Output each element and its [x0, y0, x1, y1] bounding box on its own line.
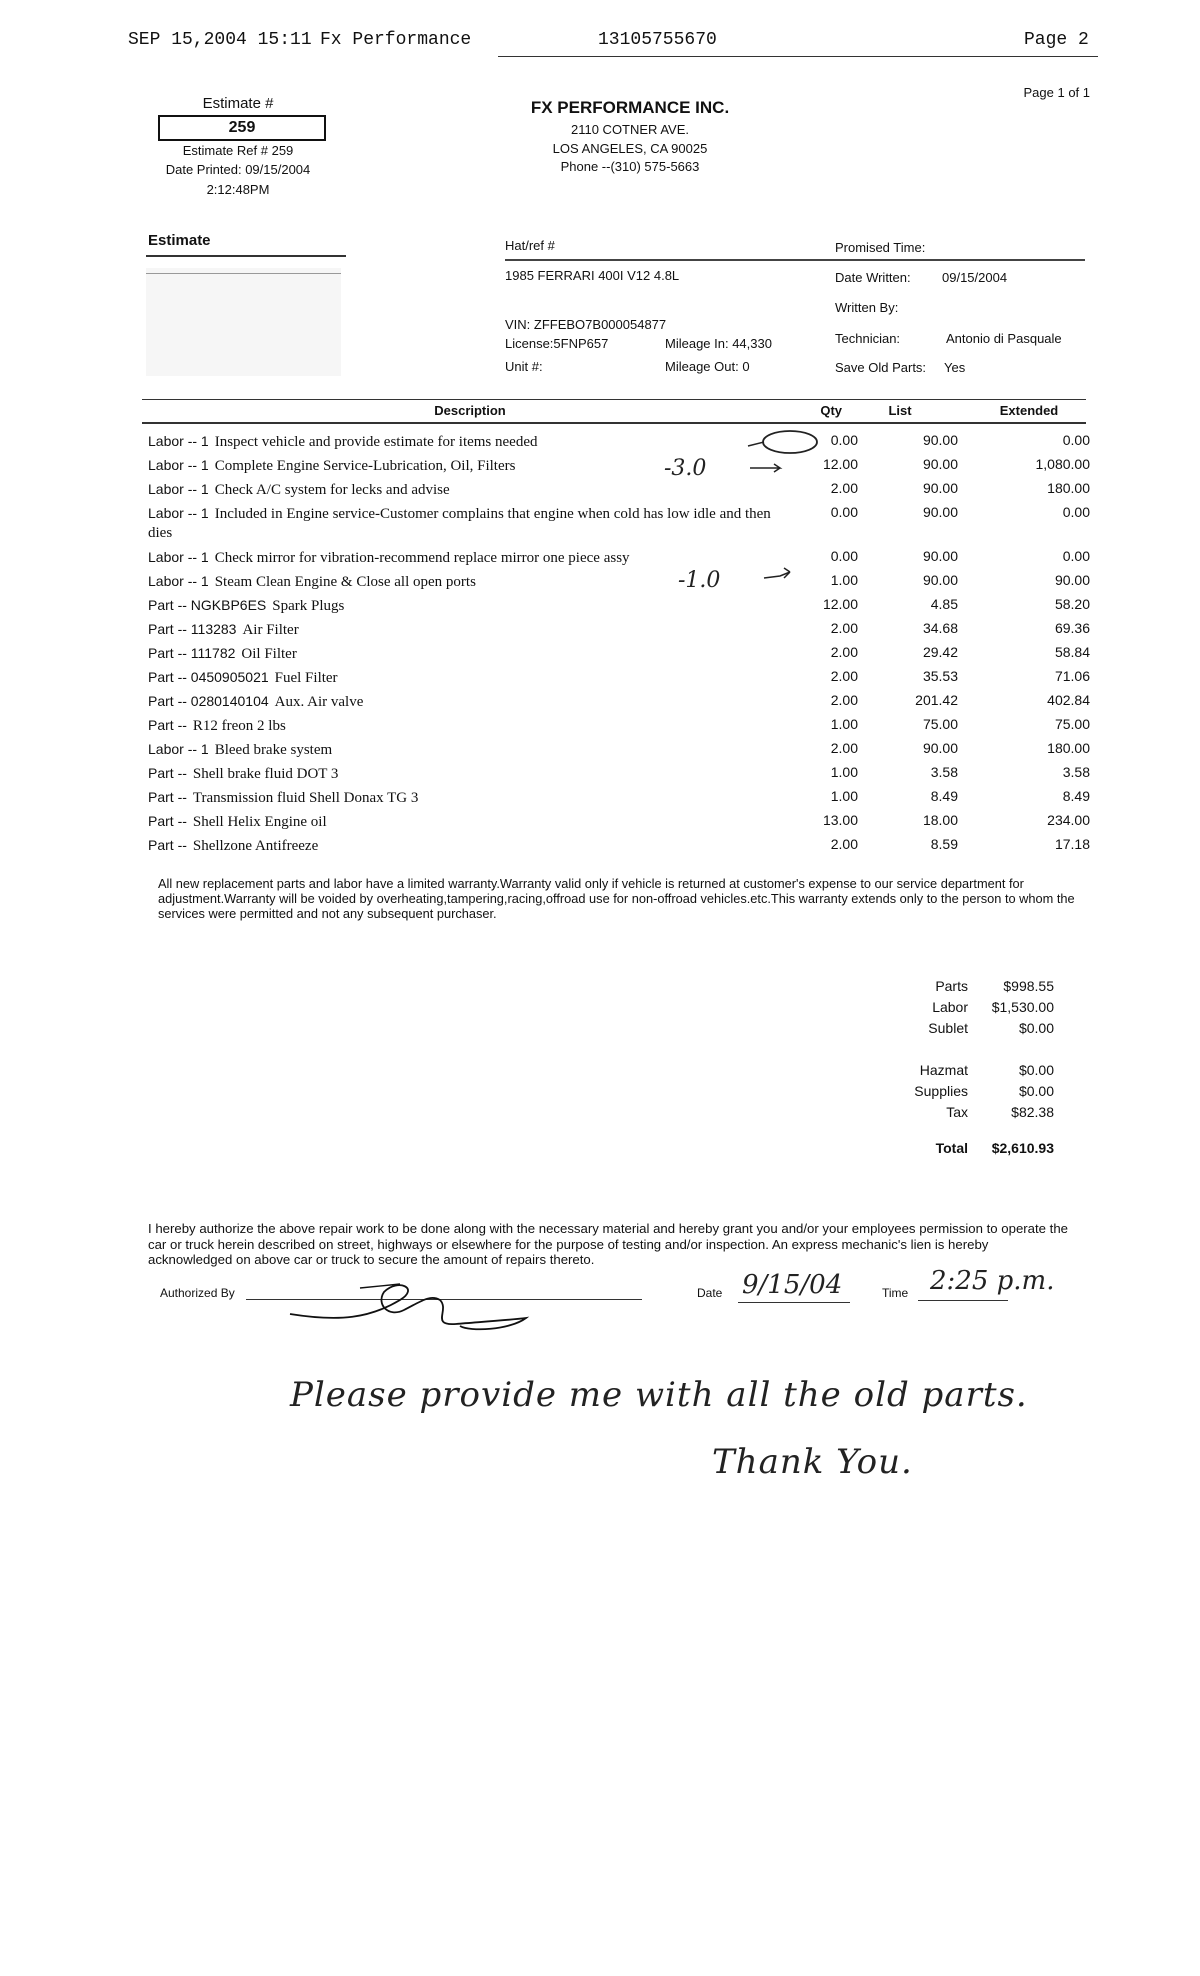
row-list: 8.49: [930, 788, 958, 804]
estimate-ref: Estimate Ref # 259: [182, 143, 294, 158]
table-row: [148, 644, 1088, 668]
row-type: Part --: [148, 813, 187, 829]
row-text: Shellzone Antifreeze: [192, 838, 319, 854]
page-of: Page 1 of 1: [1023, 85, 1090, 100]
sublet-value: $0.00: [1018, 1020, 1054, 1036]
row-qty: 13.00: [822, 812, 858, 828]
redaction-edge: [146, 273, 341, 274]
time-line: [918, 1300, 1008, 1301]
date-printed: Date Printed: 09/15/2004: [165, 162, 311, 177]
row-extended: 0.00: [1062, 548, 1090, 564]
row-qty: 1.00: [830, 572, 858, 588]
col-description: Description: [434, 403, 506, 418]
promised-time-label: Promised Time:: [835, 240, 926, 255]
row-list: 201.42: [915, 692, 958, 708]
row-extended: 402.84: [1047, 692, 1090, 708]
row-extended: 69.36: [1054, 620, 1090, 636]
row-extended: 17.18: [1054, 836, 1090, 852]
row-extended: 58.84: [1054, 644, 1090, 660]
date-handwritten: 9/15/04: [742, 1270, 843, 1300]
vin: VIN: ZFFEBO7B000054877: [505, 317, 667, 332]
row-description: [148, 716, 788, 736]
sublet-label: Sublet: [928, 1020, 968, 1036]
row-description: [148, 504, 788, 543]
row-list: 34.68: [922, 620, 958, 636]
row-qty: 2.00: [830, 644, 858, 660]
signature-icon: [280, 1270, 560, 1340]
row-type: Part -- 0280140104: [148, 693, 269, 709]
labor-label: Labor: [932, 999, 968, 1015]
total-label: Total: [935, 1140, 968, 1156]
labor-value: $1,530.00: [991, 999, 1054, 1015]
row-qty: 12.00: [822, 456, 858, 472]
row-extended: 58.20: [1054, 596, 1090, 612]
row-qty: 0.00: [830, 432, 858, 448]
row-type: Labor -- 1: [148, 741, 209, 757]
row-extended: 1,080.00: [1035, 456, 1090, 472]
row-text: Check mirror for vibration-recommend replace mirror one piece assy: [214, 550, 630, 566]
table-row: [148, 788, 1088, 812]
row-extended: 3.58: [1062, 764, 1090, 780]
company-address-2: LOS ANGELES, CA 90025: [552, 141, 708, 156]
table-row: [148, 432, 1088, 456]
row-text: Aux. Air valve: [274, 694, 364, 710]
row-extended: 180.00: [1047, 740, 1090, 756]
row-type: Part --: [148, 837, 187, 853]
row-qty: 2.00: [830, 740, 858, 756]
supplies-label: Supplies: [914, 1083, 968, 1099]
col-qty: Qty: [820, 403, 842, 418]
technician-label: Technician:: [835, 331, 901, 346]
table-row: [148, 692, 1088, 716]
row-type: Labor -- 1: [148, 573, 209, 589]
table-row: [148, 548, 1088, 572]
row-description: [148, 740, 788, 760]
estimate-number: 259: [158, 115, 326, 141]
row-list: 90.00: [922, 432, 958, 448]
row-description: [148, 812, 788, 832]
table-row: [148, 740, 1088, 764]
row-description: [148, 668, 788, 688]
mileage-in: Mileage In: 44,330: [665, 336, 772, 351]
section-title: Estimate: [148, 232, 211, 249]
row-qty: 2.00: [830, 836, 858, 852]
vehicle-top-rule: [505, 259, 1085, 261]
hazmat-label: Hazmat: [919, 1062, 968, 1078]
row-text: Steam Clean Engine & Close all open ports: [214, 574, 476, 590]
row-type: Labor -- 1: [148, 505, 209, 521]
fax-underline: [498, 56, 1098, 57]
estimate-label: Estimate #: [202, 95, 274, 112]
total-value: $2,610.93: [991, 1140, 1054, 1156]
row-type: Labor -- 1: [148, 433, 209, 449]
table-row: [148, 456, 1088, 480]
authorization-text: I hereby authorize the above repair work to be done along with the necessary material and hereby grant you and/or your employees permission to operate the car or truck herein described on street, highways or elsewhere for the purpose of testing and/or inspection. An express mechanic's lien is hereby acknowledged on above car or truck to secure the amount of repairs thereto.: [148, 1221, 1069, 1267]
table-row: [148, 836, 1088, 860]
time-handwritten: 2:25 p.m.: [930, 1266, 1055, 1296]
row-extended: 71.06: [1054, 668, 1090, 684]
row-qty: 12.00: [822, 596, 858, 612]
row-qty: 1.00: [830, 788, 858, 804]
row-qty: 2.00: [830, 620, 858, 636]
redacted-customer-block: [146, 268, 341, 376]
row-description: [148, 788, 788, 808]
row-list: 18.00: [922, 812, 958, 828]
row-qty: 0.00: [830, 504, 858, 520]
time-printed: 2:12:48PM: [206, 182, 270, 197]
save-old-parts-label: Save Old Parts:: [835, 360, 927, 375]
unit: Unit #:: [505, 359, 543, 374]
row-qty: 2.00: [830, 692, 858, 708]
row-list: 90.00: [922, 456, 958, 472]
table-top-rule: [142, 399, 1086, 400]
row-text: Spark Plugs: [272, 598, 345, 614]
supplies-value: $0.00: [1018, 1083, 1054, 1099]
row-text: Shell Helix Engine oil: [192, 814, 327, 830]
row-list: 3.58: [930, 764, 958, 780]
row-description: [148, 480, 788, 500]
table-row: [148, 572, 1088, 596]
handwritten-note-line-2: Thank You.: [712, 1442, 913, 1482]
row-list: 90.00: [922, 480, 958, 496]
vehicle-desc: 1985 FERRARI 400I V12 4.8L: [505, 268, 680, 283]
row-text: Included in Engine service-Customer complains that engine when cold has low idle and then dies: [148, 506, 771, 541]
row-type: Part -- 113283: [148, 621, 237, 637]
company-phone: Phone --(310) 575-5663: [560, 159, 700, 174]
table-row: [148, 716, 1088, 740]
tax-label: Tax: [946, 1104, 968, 1120]
authorized-by-label: Authorized By: [160, 1286, 235, 1300]
tax-value: $82.38: [1011, 1104, 1054, 1120]
parts-value: $998.55: [1003, 978, 1054, 994]
row-description: [148, 620, 788, 640]
row-qty: 2.00: [830, 480, 858, 496]
written-by-label: Written By:: [835, 300, 899, 315]
row-type: Part -- NGKBP6ES: [148, 597, 267, 613]
table-header-rule: [142, 422, 1086, 424]
row-list: 4.85: [930, 596, 958, 612]
annotation-minus-1: -1.0: [678, 568, 721, 593]
row-text: Oil Filter: [241, 646, 297, 662]
row-qty: 0.00: [830, 548, 858, 564]
row-list: 75.00: [922, 716, 958, 732]
row-extended: 180.00: [1047, 480, 1090, 496]
handwritten-note-line-1: Please provide me with all the old parts.: [290, 1375, 1028, 1415]
row-type: Labor -- 1: [148, 481, 209, 497]
row-text: Fuel Filter: [274, 670, 338, 686]
fax-page: Page 2: [1024, 30, 1089, 50]
warranty-text: All new replacement parts and labor have a limited warranty.Warranty valid only if vehicle is returned at customer's expense to our service department for adjustment.Warranty will be voided by overheating,tampering,racing,offroad use for non-offroad vehicles.etc.This warranty extends only to the person to whom the services were permitted and not any subsequent purchaser.: [158, 876, 1075, 921]
row-type: Part -- 0450905021: [148, 669, 269, 685]
mileage-out: Mileage Out: 0: [665, 359, 750, 374]
row-list: 90.00: [922, 740, 958, 756]
row-list: 90.00: [922, 504, 958, 520]
row-description: [148, 644, 788, 664]
date-label: Date: [697, 1286, 723, 1300]
time-label: Time: [882, 1286, 909, 1300]
row-description: [148, 432, 788, 452]
row-text: Bleed brake system: [214, 742, 333, 758]
table-row: [148, 620, 1088, 644]
date-written-label: Date Written:: [835, 270, 911, 285]
row-extended: 90.00: [1054, 572, 1090, 588]
row-text: Complete Engine Service-Lubrication, Oil, Filters: [214, 458, 516, 474]
row-description: [148, 548, 788, 568]
date-line: [738, 1302, 850, 1303]
row-text: R12 freon 2 lbs: [192, 718, 286, 734]
save-old-parts-value: Yes: [944, 360, 966, 375]
row-text: Shell brake fluid DOT 3: [192, 766, 339, 782]
row-qty: 1.00: [830, 716, 858, 732]
fax-datetime: SEP 15,2004 15:11: [128, 30, 312, 50]
table-row: [148, 480, 1088, 504]
row-qty: 2.00: [830, 668, 858, 684]
parts-label: Parts: [935, 978, 968, 994]
row-text: Air Filter: [242, 622, 299, 638]
row-extended: 234.00: [1047, 812, 1090, 828]
section-underline: [146, 255, 346, 257]
row-description: [148, 692, 788, 712]
row-list: 90.00: [922, 548, 958, 564]
row-description: [148, 764, 788, 784]
fax-number: 13105755670: [598, 30, 717, 50]
table-row: [148, 504, 1090, 541]
row-text: Check A/C system for lecks and advise: [214, 482, 450, 498]
row-type: Part --: [148, 789, 187, 805]
technician-value: Antonio di Pasquale: [946, 331, 1062, 346]
fax-sender: Fx Performance: [320, 30, 472, 50]
row-extended: 0.00: [1062, 504, 1090, 520]
license: License:5FNP657: [505, 336, 609, 351]
company-name: FX PERFORMANCE INC.: [530, 98, 730, 117]
col-extended: Extended: [999, 403, 1059, 418]
row-extended: 0.00: [1062, 432, 1090, 448]
row-list: 29.42: [922, 644, 958, 660]
row-list: 8.59: [930, 836, 958, 852]
row-type: Labor -- 1: [148, 457, 209, 473]
row-list: 90.00: [922, 572, 958, 588]
row-text: Transmission fluid Shell Donax TG 3: [192, 790, 419, 806]
hatref-label: Hat/ref #: [505, 238, 555, 253]
table-row: [148, 668, 1088, 692]
row-qty: 1.00: [830, 764, 858, 780]
row-extended: 75.00: [1054, 716, 1090, 732]
row-type: Labor -- 1: [148, 549, 209, 565]
row-type: Part --: [148, 717, 187, 733]
hazmat-value: $0.00: [1018, 1062, 1054, 1078]
row-extended: 8.49: [1062, 788, 1090, 804]
table-row: [148, 596, 1088, 620]
table-row: [148, 764, 1088, 788]
row-description: [148, 596, 788, 616]
table-row: [148, 812, 1088, 836]
row-description: [148, 836, 788, 856]
company-address-1: 2110 COTNER AVE.: [570, 122, 689, 137]
row-type: Part -- 111782: [148, 645, 236, 661]
row-text: Inspect vehicle and provide estimate for items needed: [214, 434, 538, 450]
handwritten-marks-icon: [720, 424, 850, 584]
col-list: List: [888, 403, 912, 418]
annotation-minus-3: -3.0: [664, 456, 707, 481]
row-type: Part --: [148, 765, 187, 781]
date-written-value: 09/15/2004: [942, 270, 1008, 285]
row-list: 35.53: [922, 668, 958, 684]
